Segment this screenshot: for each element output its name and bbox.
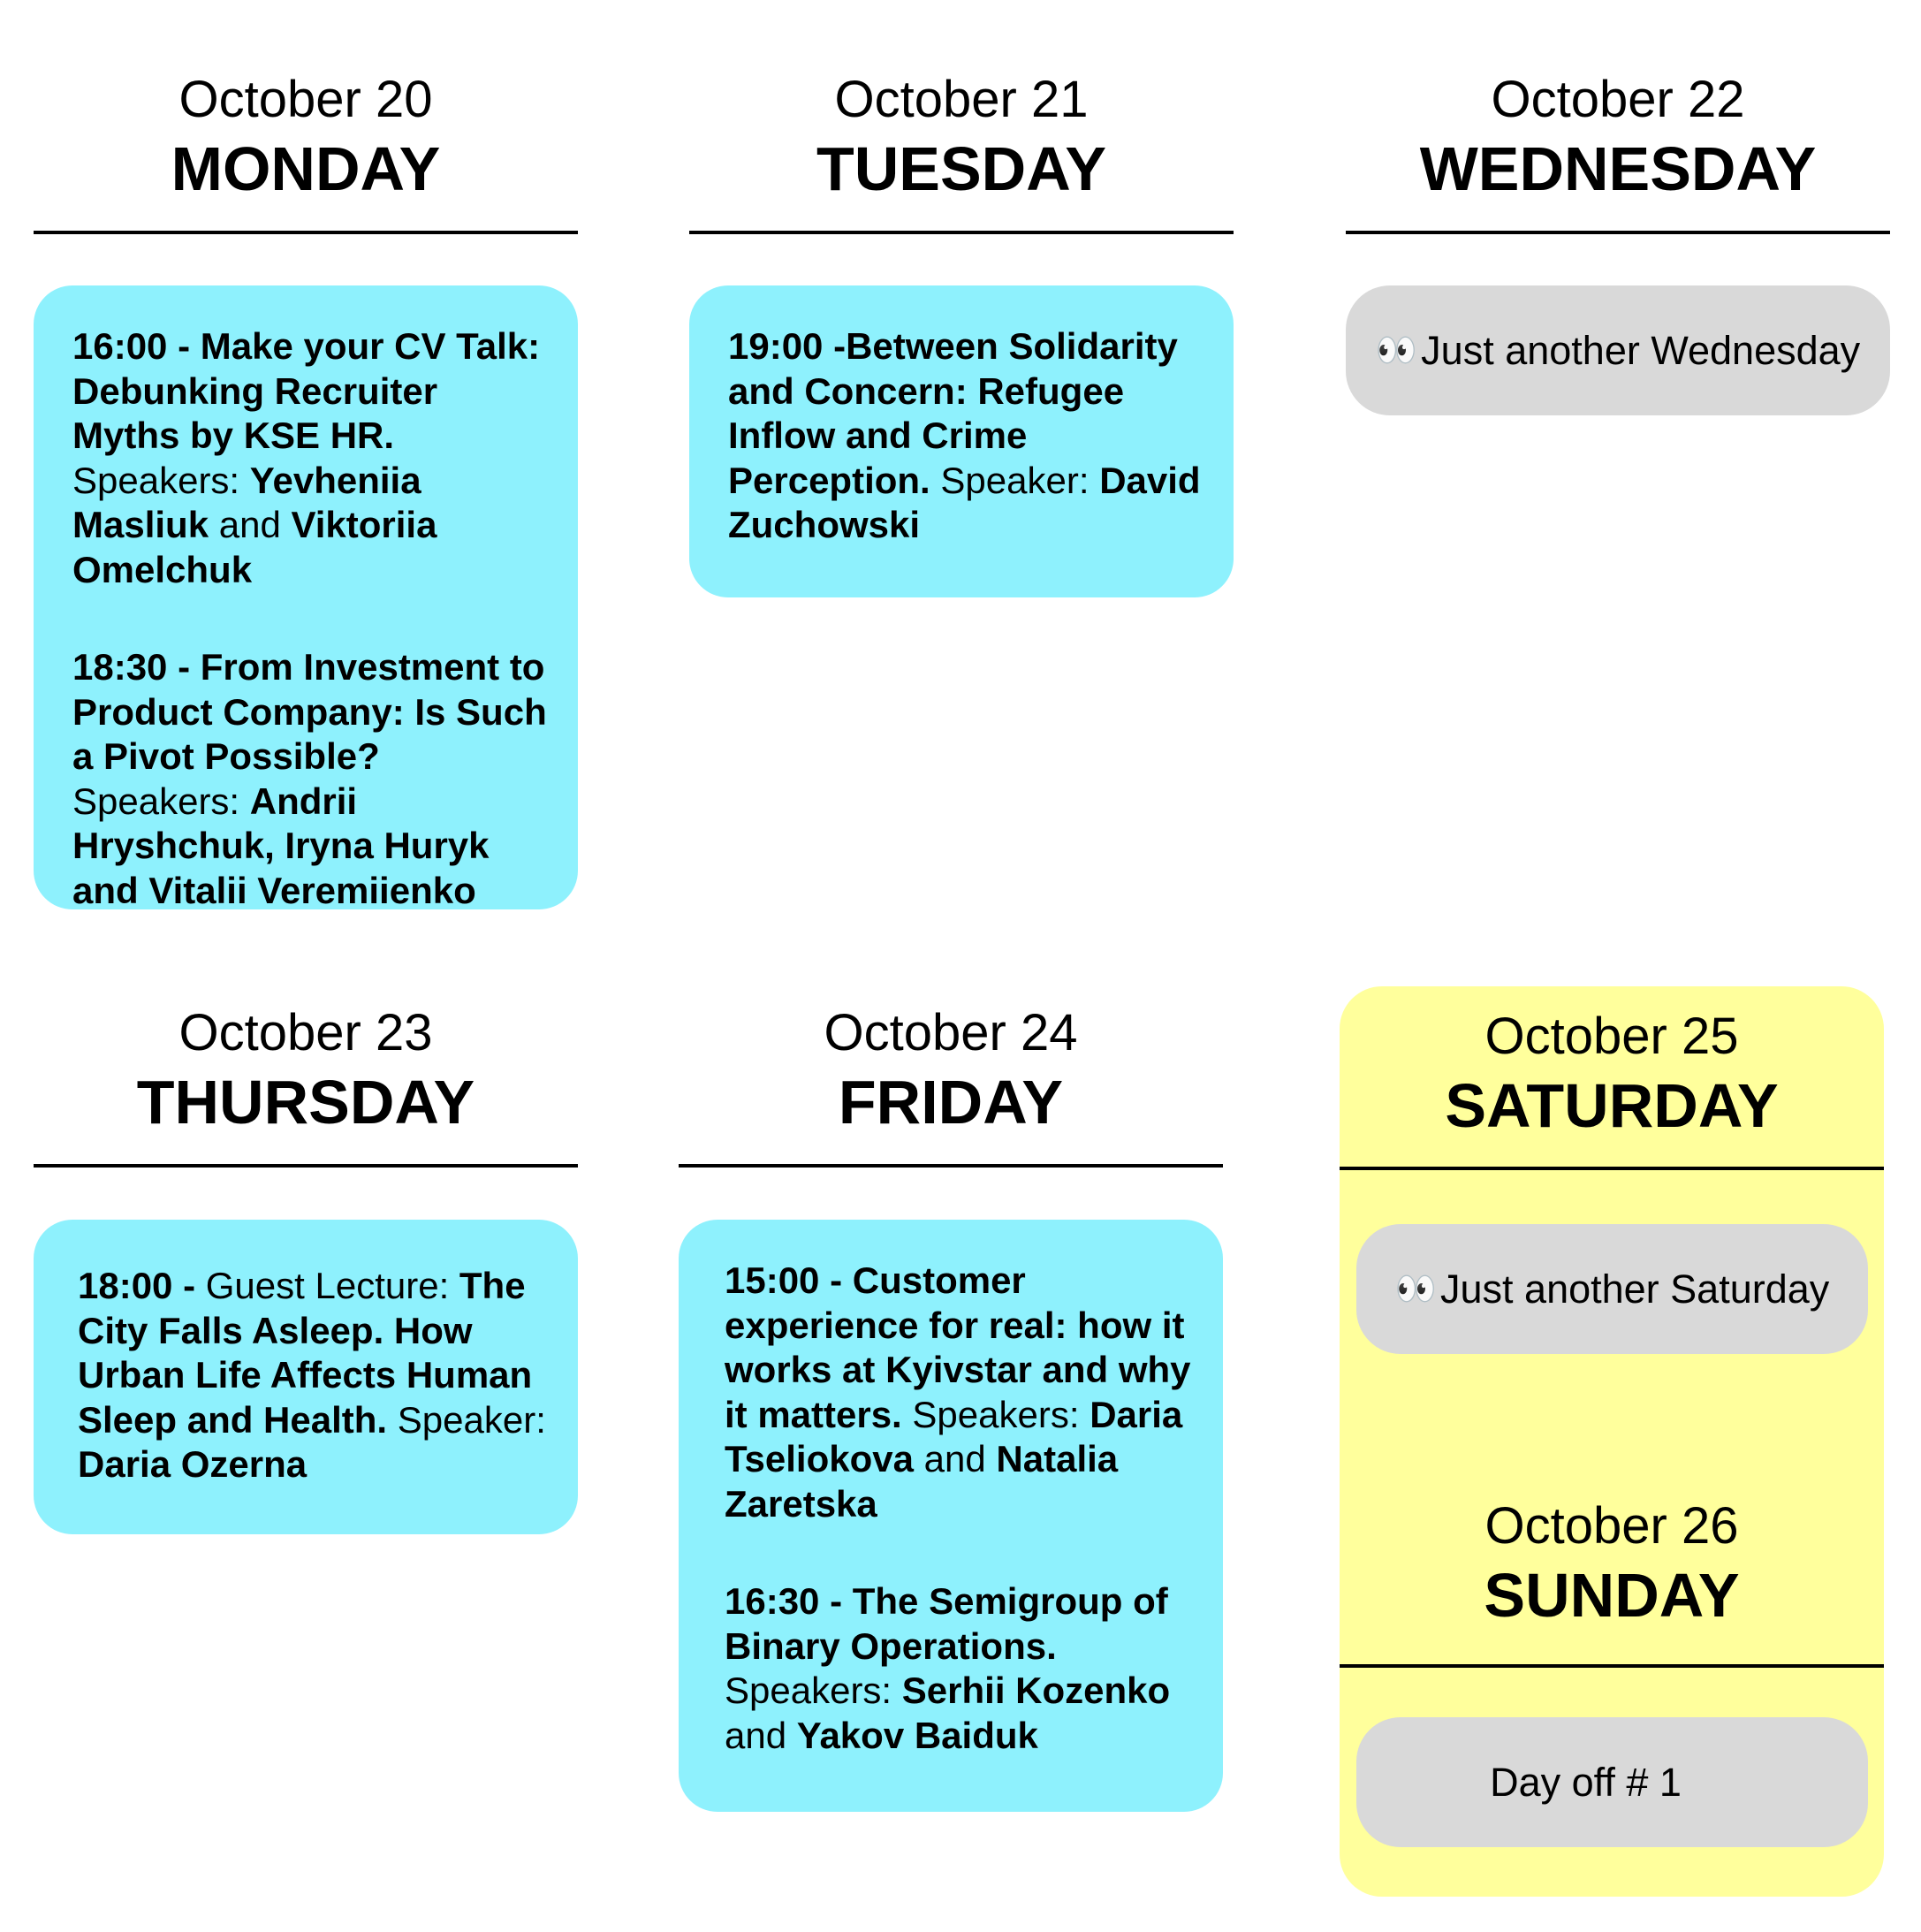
note-pill-saturday <box>1356 1224 1868 1354</box>
note-text: Just another Saturday <box>1440 1266 1830 1312</box>
speakers-label: Speakers: <box>72 780 250 822</box>
event-1 <box>728 324 1203 548</box>
day-date: October 21 <box>834 71 1089 128</box>
day-header-wednesday <box>1346 69 1890 207</box>
speaker-name: Daria Ozerna <box>78 1443 308 1485</box>
divider <box>1340 1664 1884 1668</box>
day-name: THURSDAY <box>136 1068 475 1137</box>
day-date: October 25 <box>1484 1008 1739 1065</box>
event-1 <box>78 1264 548 1487</box>
eyes-icon: 👀 <box>1394 1269 1432 1308</box>
speakers-label: Speaker: <box>387 1398 546 1441</box>
note-text: Day off # 1 <box>1490 1759 1682 1805</box>
day-date: October 26 <box>1484 1497 1739 1555</box>
day-header-monday <box>34 69 578 207</box>
divider <box>1340 1167 1884 1170</box>
event-title: 16:00 - Make your CV Talk: Debunking Recruiter Myths by KSE HR. <box>72 325 541 456</box>
speaker-name: Natalia Zaretska <box>725 1438 1119 1525</box>
event-title: 19:00 -Between Solidarity and Concern: Refugee Inflow and Crime Perception. <box>728 325 1178 501</box>
day-name: WEDNESDAY <box>1419 134 1817 203</box>
speaker-name: Yakov Baiduk <box>796 1714 1038 1756</box>
day-header-saturday <box>1340 1006 1884 1144</box>
day-name: SATURDAY <box>1445 1071 1779 1140</box>
speaker-name: Andrii Hryshchuk, Iryna Huryk and Vitalii Veremiienko <box>72 780 490 911</box>
event-2 <box>72 645 548 913</box>
event-card-tuesday <box>689 285 1234 597</box>
day-name: TUESDAY <box>816 134 1107 203</box>
note-pill-wednesday <box>1346 285 1890 415</box>
event-title: 18:30 - From Investment to Product Company: Is Such a Pivot Possible? <box>72 646 547 777</box>
event-1 <box>725 1259 1193 1526</box>
day-header-friday <box>679 1002 1223 1140</box>
eyes-icon: 👀 <box>1375 331 1413 369</box>
event-kind: Guest Lecture: <box>205 1265 459 1306</box>
conjunction: and <box>209 504 292 545</box>
speakers-label: Speaker: <box>930 459 1100 501</box>
day-name: FRIDAY <box>838 1068 1064 1137</box>
day-name: MONDAY <box>171 134 441 203</box>
divider <box>689 231 1234 234</box>
event-time: 18:00 - <box>78 1265 206 1306</box>
day-date: October 20 <box>178 71 433 128</box>
divider <box>34 231 578 234</box>
speakers-label: Speakers: <box>901 1393 1090 1435</box>
speakers-label: Speakers: <box>72 459 250 501</box>
conjunction: and <box>913 1438 997 1479</box>
day-date: October 22 <box>1491 71 1745 128</box>
speakers-label: Speakers: <box>725 1670 902 1711</box>
event-card-thursday <box>34 1220 578 1534</box>
day-name: SUNDAY <box>1484 1561 1740 1630</box>
day-date: October 23 <box>178 1004 433 1061</box>
day-header-thursday <box>34 1002 578 1140</box>
event-title: 16:30 - The Semigroup of Binary Operations. <box>725 1580 1168 1667</box>
day-header-tuesday <box>689 69 1234 207</box>
divider <box>34 1164 578 1168</box>
day-header-sunday <box>1340 1495 1884 1633</box>
speaker-name: David Zuchowski <box>728 459 1201 545</box>
divider <box>1346 231 1890 234</box>
note-text: Just another Wednesday <box>1421 327 1861 373</box>
speaker-name: Viktoriia Omelchuk <box>72 504 437 590</box>
event-1 <box>72 324 548 592</box>
conjunction: and <box>725 1714 797 1756</box>
event-2 <box>725 1579 1193 1758</box>
event-card-friday <box>679 1220 1223 1812</box>
event-title: 15:00 - Customer experience for real: how it works at Kyivstar and why it matters. <box>725 1259 1191 1435</box>
day-date: October 24 <box>824 1004 1078 1061</box>
speaker-name: Daria Tseliokova <box>725 1393 1183 1479</box>
note-pill-sunday <box>1356 1717 1868 1847</box>
speaker-name: Yevheniia Masliuk <box>72 459 421 545</box>
speaker-name: Serhii Kozenko <box>901 1670 1171 1711</box>
divider <box>679 1164 1223 1168</box>
event-title: The City Falls Asleep. How Urban Life Affects Human Sleep and Health. <box>78 1265 533 1441</box>
event-card-monday <box>34 285 578 909</box>
